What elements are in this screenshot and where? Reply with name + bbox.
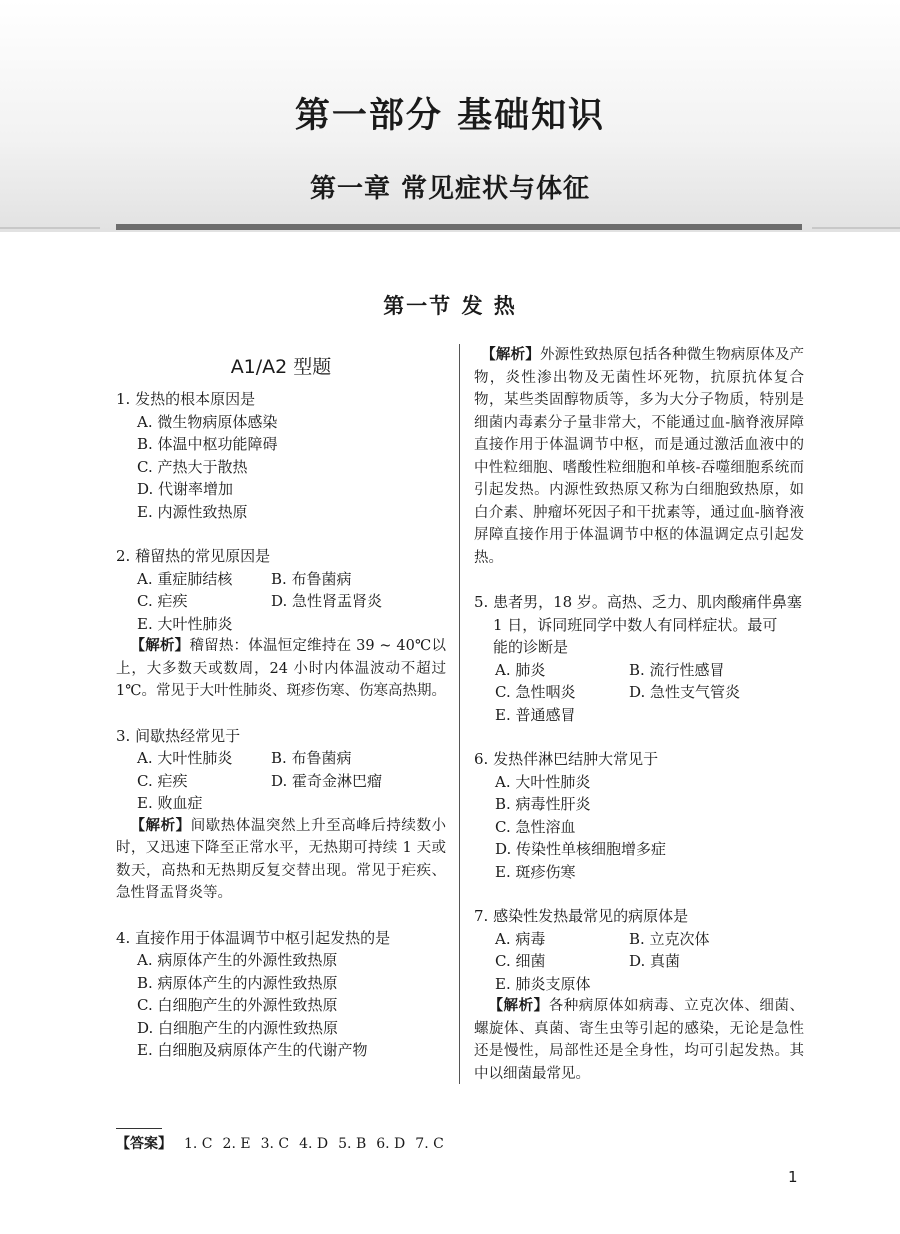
question-stem: 3. 间歇热经常见于 <box>116 726 241 745</box>
option: B. 流行性感冒 <box>629 660 725 679</box>
left-column <box>116 344 446 1084</box>
header-line-left <box>0 227 100 229</box>
question-stem: 4. 直接作用于体温调节中枢引起发热的是 <box>116 928 391 947</box>
answer-item: 1. C <box>184 1136 213 1152</box>
option: A. 微生物病原体感染 <box>137 412 278 431</box>
section-title: 第一节 发 热 <box>383 293 517 318</box>
analysis-tag: 【解析】 <box>130 816 191 834</box>
option: B. 立克次体 <box>629 929 710 948</box>
analysis-tag: 【解析】 <box>481 346 540 363</box>
option: E. 斑疹伤寒 <box>495 862 576 881</box>
analysis <box>474 344 804 569</box>
option: B. 病原体产生的内源性致热原 <box>137 973 338 992</box>
option: A. 肺炎 <box>495 660 546 679</box>
option: D. 霍奇金淋巴瘤 <box>271 771 383 790</box>
option: B. 体温中枢功能障碍 <box>137 435 278 453</box>
question-type-title: A1/A2 型题 <box>230 356 332 378</box>
analysis <box>116 815 446 905</box>
right-column <box>474 344 804 1107</box>
question-stem: 6. 发热伴淋巴结肿大常见于 <box>474 750 659 768</box>
question-6 <box>474 748 804 883</box>
option: C. 急性咽炎 <box>495 683 576 701</box>
chapter-title: 第一章 常见症状与体征 <box>309 174 591 204</box>
option-row <box>116 770 446 793</box>
question-stem: 7. 感染性发热最常见的病原体是 <box>474 907 689 925</box>
analysis-text: 外源性致热原包括各种微生物病原体及产物，炎性渗出物及无菌性坏死物，抗原抗体复合物，某些类固醇物质等，多为大分子物质，特别是细菌内毒素分子量非常大，不能通过血-脑脊液屏障直接作用于体温调节中枢，而是通过激活血液中的中性粒细胞、嗜酸性粒细胞和单核-吞噬细胞系统而引起发热。内源性致热原又称为白细胞致热原，如白介素、肿瘤坏死因子和干扰素等，通过血-脑脊液屏障直接作用于体温调节中枢的体温调定点引起发热。 <box>474 347 805 566</box>
answer-item: 6. D <box>376 1136 406 1152</box>
analysis-text: 各种病原体如病毒、立克次体、细菌、螺旋体、真菌、寄生虫等引起的感染，无论是急性还是慢性，局部性还是全身性，均可引起发热。其中以细菌最常见。 <box>474 998 805 1082</box>
option-row <box>116 590 446 613</box>
answer-item: 7. C <box>415 1136 444 1152</box>
question-4-analysis <box>474 344 804 569</box>
option-row <box>474 950 804 973</box>
option: C. 疟疾 <box>137 592 188 610</box>
analysis <box>474 995 804 1085</box>
option: C. 细菌 <box>495 952 546 970</box>
analysis-text: 稽留热：体温恒定维持在 39 ~ 40℃以上，大多数天或数周，24 小时内体温波动不超过 1℃。常见于大叶性肺炎、斑疹伤寒、伤寒高热期。 <box>116 638 447 699</box>
question-stem: 5. 患者男，18 岁。高热、乏力、肌肉酸痛伴鼻塞 <box>474 593 802 611</box>
part-title: 第一部分 基础知识 <box>294 96 606 136</box>
question-stem: 2. 稽留热的常见原因是 <box>116 547 271 565</box>
footnote-rule <box>116 1128 162 1129</box>
option: E. 大叶性肺炎 <box>137 614 233 633</box>
option-row <box>116 568 446 591</box>
question-stem-continued: 能的诊断是 <box>493 638 569 656</box>
header-line-right <box>812 227 900 229</box>
option: E. 普通感冒 <box>495 705 576 724</box>
option: B. 布鲁菌病 <box>271 569 352 588</box>
option: A. 病原体产生的外源性致热原 <box>137 951 338 969</box>
header-rule <box>116 224 802 230</box>
question-stem-continued: 1 日，诉同班同学中数人有同样症状。最可 <box>493 615 778 634</box>
option: E. 败血症 <box>137 794 203 812</box>
option: B. 布鲁菌病 <box>271 749 352 767</box>
analysis <box>116 635 446 703</box>
answer-key <box>116 1134 454 1154</box>
option: D. 白细胞产生的内源性致热原 <box>137 1018 339 1037</box>
question-1 <box>116 388 446 523</box>
column-divider <box>459 344 460 1084</box>
answer-item: 3. C <box>260 1136 290 1152</box>
option: A. 病毒 <box>495 929 546 948</box>
option: E. 白细胞及病原体产生的代谢产物 <box>137 1041 368 1059</box>
analysis-text: 间歇热体温突然上升至高峰后持续数小时，又迅速下降至正常水平，无热期可持续 1 天或数天，高热和无热期反复交替出现。常见于疟疾、急性肾盂肾炎等。 <box>116 817 447 901</box>
question-5 <box>474 591 804 726</box>
question-2 <box>116 545 446 703</box>
option: C. 急性溶血 <box>495 817 576 836</box>
question-7 <box>474 905 804 1085</box>
option: D. 代谢率增加 <box>137 480 234 498</box>
option: E. 内源性致热原 <box>137 502 248 521</box>
option: A. 大叶性肺炎 <box>495 772 591 791</box>
question-stem: 1. 发热的根本原因是 <box>116 390 256 408</box>
analysis-tag: 【解析】 <box>130 637 190 654</box>
option: D. 真菌 <box>629 952 681 970</box>
question-4 <box>116 927 446 1062</box>
answer-label: 【答案】 <box>116 1136 172 1152</box>
answer-item: 5. B <box>338 1136 367 1152</box>
option-row <box>474 659 804 682</box>
option-row <box>474 681 804 704</box>
option: C. 产热大于散热 <box>137 457 248 476</box>
page-number: 1 <box>788 1168 798 1186</box>
option: C. 白细胞产生的外源性致热原 <box>137 996 338 1014</box>
option: D. 传染性单核细胞增多症 <box>495 840 667 858</box>
answer-item: 4. D <box>299 1136 329 1152</box>
option-row <box>116 747 446 770</box>
option: D. 急性支气管炎 <box>629 683 741 701</box>
option-row <box>474 928 804 951</box>
answer-item: 2. E <box>222 1136 251 1152</box>
option: E. 肺炎支原体 <box>495 974 591 993</box>
analysis-tag: 【解析】 <box>488 997 549 1014</box>
option: D. 急性肾盂肾炎 <box>271 592 383 610</box>
option: B. 病毒性肝炎 <box>495 795 591 813</box>
question-3 <box>116 725 446 905</box>
option: A. 重症肺结核 <box>137 569 233 588</box>
option: C. 疟疾 <box>137 771 188 790</box>
option: A. 大叶性肺炎 <box>137 749 233 767</box>
